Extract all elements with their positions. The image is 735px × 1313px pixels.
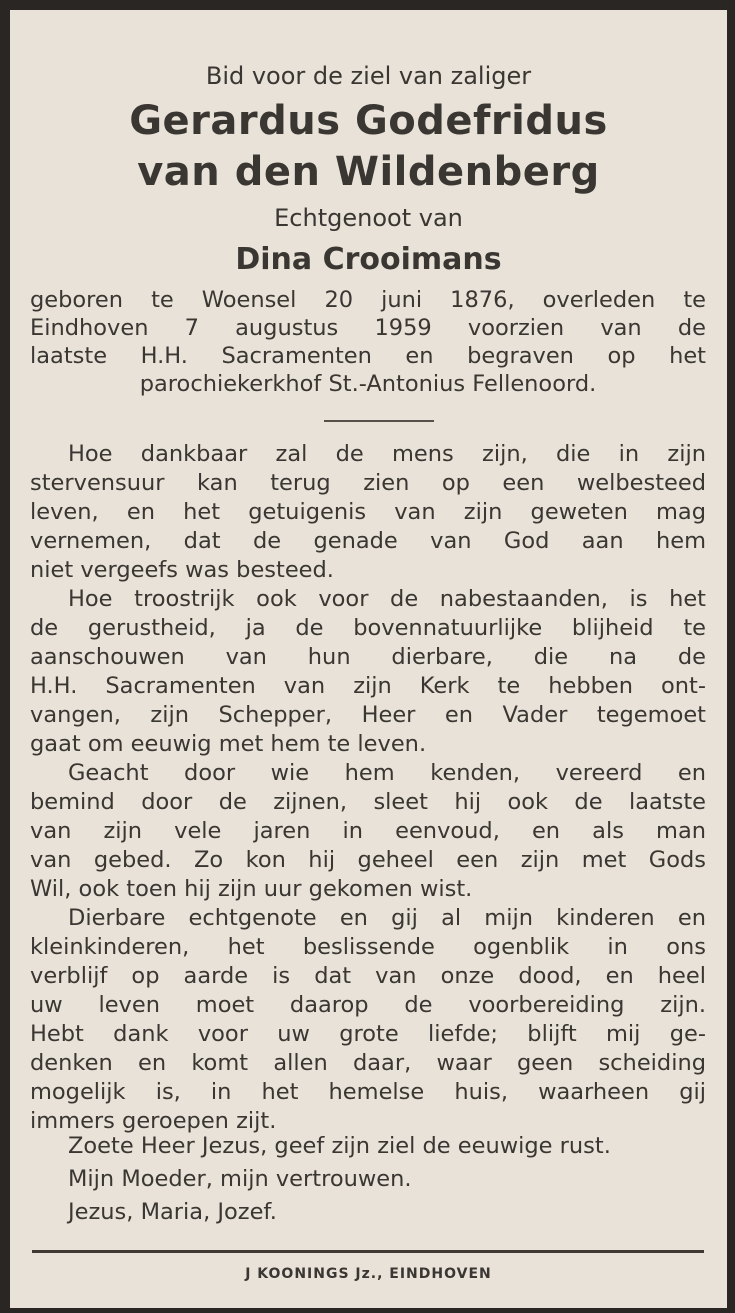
- paragraph: [30, 440, 706, 585]
- paragraph-line: vangen, zijn Schepper, Heer en Vader tegemoet: [30, 702, 706, 728]
- printer-credit: J KOONINGS Jz., EINDHOVEN: [245, 1266, 492, 1282]
- deceased-name-line1: Gerardus Godefridus: [129, 98, 608, 144]
- paragraph-line: kleinkinderen, het beslissende ogenblik in ons: [30, 934, 706, 960]
- prayers: [68, 1130, 718, 1229]
- paragraph-line: de gerustheid, ja de bovennatuurlijke blijheid te: [30, 615, 706, 641]
- paragraph-line: van gebed. Zo kon hij geheel een zijn met Gods: [30, 847, 706, 873]
- paragraph-line: mogelijk is, in het hemelse huis, waarheen gij: [30, 1079, 706, 1105]
- paragraph-line: aanschouwen van hun dierbare, die na de: [30, 644, 706, 670]
- divider: [324, 420, 434, 422]
- paragraph-line: bemind door de zijnen, sleet hij ook de laatste: [30, 789, 706, 815]
- bio-line: Eindhoven 7 augustus 1959 voorzien van de: [30, 315, 706, 341]
- spouse-name: Dina Crooimans: [235, 242, 502, 277]
- paragraph-line: Hebt dank voor uw grote liefde; blijft mij ge-: [30, 1021, 706, 1047]
- bio-line: parochiekerkhof St.-Antonius Fellenoord.: [139, 371, 597, 397]
- biography: [30, 286, 706, 398]
- paragraph-line: Hoe troostrijk ook voor de nabestaanden, is het: [68, 586, 706, 612]
- paragraph-line: Hoe dankbaar zal de mens zijn, die in zijn: [68, 441, 706, 467]
- paragraph-line: vernemen, dat de genade van God aan hem: [30, 528, 706, 554]
- paragraph-line: niet vergeefs was besteed.: [30, 557, 334, 583]
- body-text: [30, 440, 706, 1136]
- paragraph-line: H.H. Sacramenten van zijn Kerk te hebben ont-: [30, 673, 706, 699]
- paragraph-line: Geacht door wie hem kenden, vereerd en: [68, 760, 706, 786]
- paragraph-line: Wil, ook toen hij zijn uur gekomen wist.: [30, 876, 473, 902]
- paragraph-line: van zijn vele jaren in eenvoud, en als man: [30, 818, 706, 844]
- bio-line: geboren te Woensel 20 juni 1876, overleden te: [30, 287, 706, 313]
- memorial-card: [10, 10, 727, 1308]
- paragraph: [30, 904, 706, 1136]
- bio-line: laatste H.H. Sacramenten en begraven op het: [30, 343, 706, 369]
- prayer-line: Jezus, Maria, Jozef.: [68, 1199, 277, 1225]
- intro-text: Bid voor de ziel van zaliger: [205, 62, 532, 90]
- paragraph-line: denken en komt allen daar, waar geen scheiding: [30, 1050, 706, 1076]
- prayer-line: Zoete Heer Jezus, geef zijn ziel de eeuwige rust.: [68, 1133, 611, 1159]
- paragraph-line: verblijf op aarde is dat van onze dood, en heel: [30, 963, 706, 989]
- spouse-label: Echtgenoot van: [274, 204, 463, 232]
- paragraph: [30, 759, 706, 904]
- paragraph-line: uw leven moet daarop de voorbereiding zijn.: [30, 992, 706, 1018]
- paragraph-line: immers geroepen zijt.: [30, 1108, 277, 1134]
- paragraph-line: leven, en het getuigenis van zijn geweten mag: [30, 499, 706, 525]
- paragraph: [30, 585, 706, 759]
- bottom-rule: [32, 1250, 704, 1253]
- paragraph-line: Dierbare echtgenote en gij al mijn kinderen en: [68, 905, 706, 931]
- prayer-line: Mijn Moeder, mijn vertrouwen.: [68, 1166, 412, 1192]
- deceased-name-line2: van den Wildenberg: [137, 149, 600, 195]
- paragraph-line: stervensuur kan terug zien op een welbesteed: [30, 470, 706, 496]
- paragraph-line: gaat om eeuwig met hem te leven.: [30, 731, 427, 757]
